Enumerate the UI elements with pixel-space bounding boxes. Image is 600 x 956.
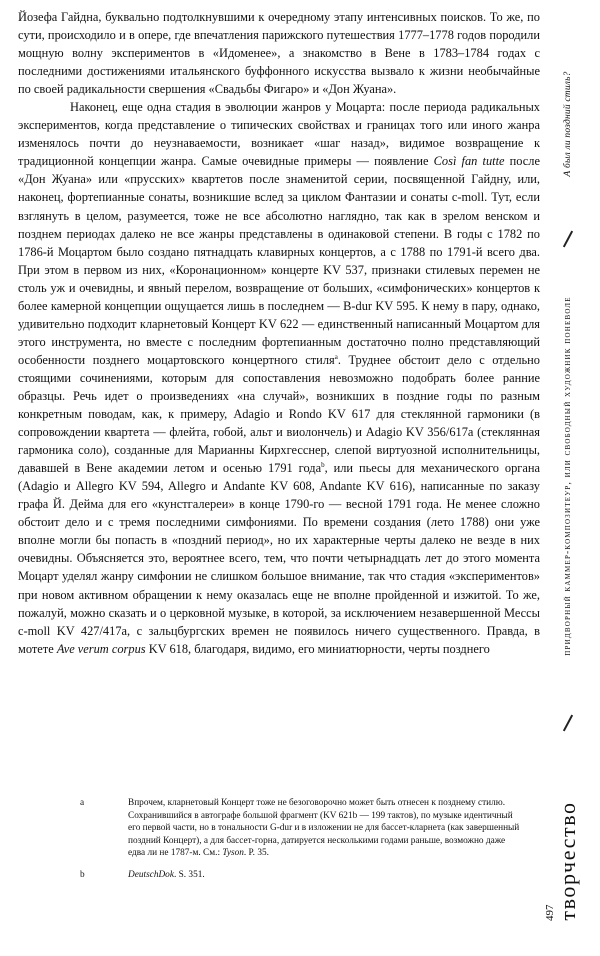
text-run: KV 618, благодаря, видимо, его миниатюрности, черты позднего	[145, 641, 490, 656]
footnote	[80, 869, 524, 882]
footnote	[80, 797, 524, 860]
sidebar-running-head	[547, 6, 595, 936]
text-run: Впрочем, кларнетовый Концерт тоже не безоговорочно может быть отнесен к позднему стилю. Сохранившийся в автографе большой фрагмент (KV 621b — 199 тактов), по музыке идентичный его первой части, но в тональности G-dur и в изложении не для бассет-кларнета (как завершенный поздний Концерт), а для бассет-горна, датируется несколькими годами раньше, возможно даже едва ли не 1787-м. См.:	[128, 798, 520, 859]
text-run: Йозефа Гайдна, буквально подтолкнувшими к очередному этапу интенсивных поисков. То же, по сути, происходило и в опере, где впечатления парижского путешествия 1777–1778 годов породили мощную волну экспериментов в «Идоменее», а знакомство в Вене в 1783–1784 годах с последними достижениями итальянского буффонного искусства вызвало к жизни необычайные по своей радикальности свершения «Свадьбы Фигаро» и «Дон Жуана».	[18, 10, 540, 97]
text-run: . P. 35.	[243, 848, 269, 859]
footnote-marker: a	[80, 798, 85, 808]
page-number: 497	[544, 904, 556, 921]
footnotes	[80, 797, 524, 891]
italic-text: Così fan tutte	[433, 154, 505, 169]
footnote-marker: b	[80, 869, 85, 880]
part-title: творчество	[555, 801, 580, 921]
paragraph	[18, 8, 540, 98]
text-run: , или пьесы для механического органа (Adagio и Allegro KV 594, Allegro и Andante KV 608, Andante KV 616), написанные по заказу графа Й. Дейма для его «кунстгалереи» в конце 1790-го — весной 1791 года. Не менее сложно обстоит дело и с тремя последними симфониями. По времени создания (лето 1788) они уже вполне могли бы попасть в «поздний период», но их характерные черты далеко не везде в них очевидны. Объясняется это, вероятнее всего, тем, что почти четырнадцать лет до этого момента Моцарт уделял жанру симфонии не слишком большое внимание, так что стадия «экспериментов» при новом активном обращении к нему оказалась еще не вполне пройденной и изжитой. То же, пожалуй, можно сказать и о церковной музыке, в которой, за исключением незавершенной Мессы c-moll KV 427/417a, с зальцбургских времен не появилось ничего существенного. Правда, в мотете	[18, 461, 540, 656]
italic-text: DeutschDok	[128, 869, 174, 880]
text-run: . S. 351.	[173, 869, 205, 880]
text-run: . Труднее обстоит дело с отдельно стоящими сочинениями, которым для сопоставления невозможно подобрать более ранние образцы. Речь идет о произведениях «на случай», возникших в поздние годы по разным конкретным поводам, как, к примеру, Adagio и Rondo KV 617 для стеклянной гармоники (в сопровождении квартета — флейта, гобой, альт и виолончель) и Adagio KV 356/617a (стеклянная гармоника соло), созданные для Марианны Кирхгесснер, слепой виртуозной исполнительницы, дававшей в Вене академии летом и осенью 1791 года	[18, 352, 541, 476]
paragraph	[18, 98, 540, 657]
text-run: Наконец, еще одна стадия в эволюции жанров у Моцарта: после периода радикальных экспериментов, когда представление о типических свойствах и границах того или иного жанра изменялось почти до неузнаваемости, возникает «шаг назад», видимое возвращение к традиционной концепции жанра. Самые очевидные примеры — появление	[18, 100, 540, 169]
slash-divider	[563, 715, 573, 732]
chapter-running-title: придворный каммер-композитеур, или свободный художник поневоле	[563, 296, 573, 656]
footnote-ref: a	[334, 352, 338, 361]
text-run: после «Дон Жуана» или «прусских» квартетов после знаменитой серии, посвященной Гайдну, или, наконец, фортепианные сонаты, возникшие вслед за циклом Фантазии и сонаты c-moll. Тут, если взглянуть в целом, разумеется, тоже не все абсолютно наглядно, так как в зрелом венском и позднем периодах далеко не все жанры представлены в одинаковой степени. В годы с 1782 по 1786-й Моцартом было создано пятнадцать клавирных концертов, а с 1788 по 1791-й всего два. При этом в первом из них, «Коронационном» концерте KV 537, признаки стилевых перемен не столь уж и очевидны, и явный перелом, возвращение от больших, «симфонических» концертов к более камерной концепции ощущается лишь в последнем — B-dur KV 595. К нему в пару, однако, удивительно подходит кларнетовый Концерт KV 622 — единственный написанный Моцартом для этого инструмента, но вместе с последним фортепианным достаточно полно представляющий особенности позднего моцартовского концертного стиля	[18, 154, 540, 367]
footnote-ref: b	[321, 461, 325, 470]
section-question: А был ли поздний стиль?	[563, 71, 573, 177]
italic-text: Ave verum corpus	[56, 641, 146, 656]
main-text	[18, 8, 540, 658]
italic-text: Tyson	[222, 848, 244, 859]
slash-divider	[563, 231, 573, 248]
